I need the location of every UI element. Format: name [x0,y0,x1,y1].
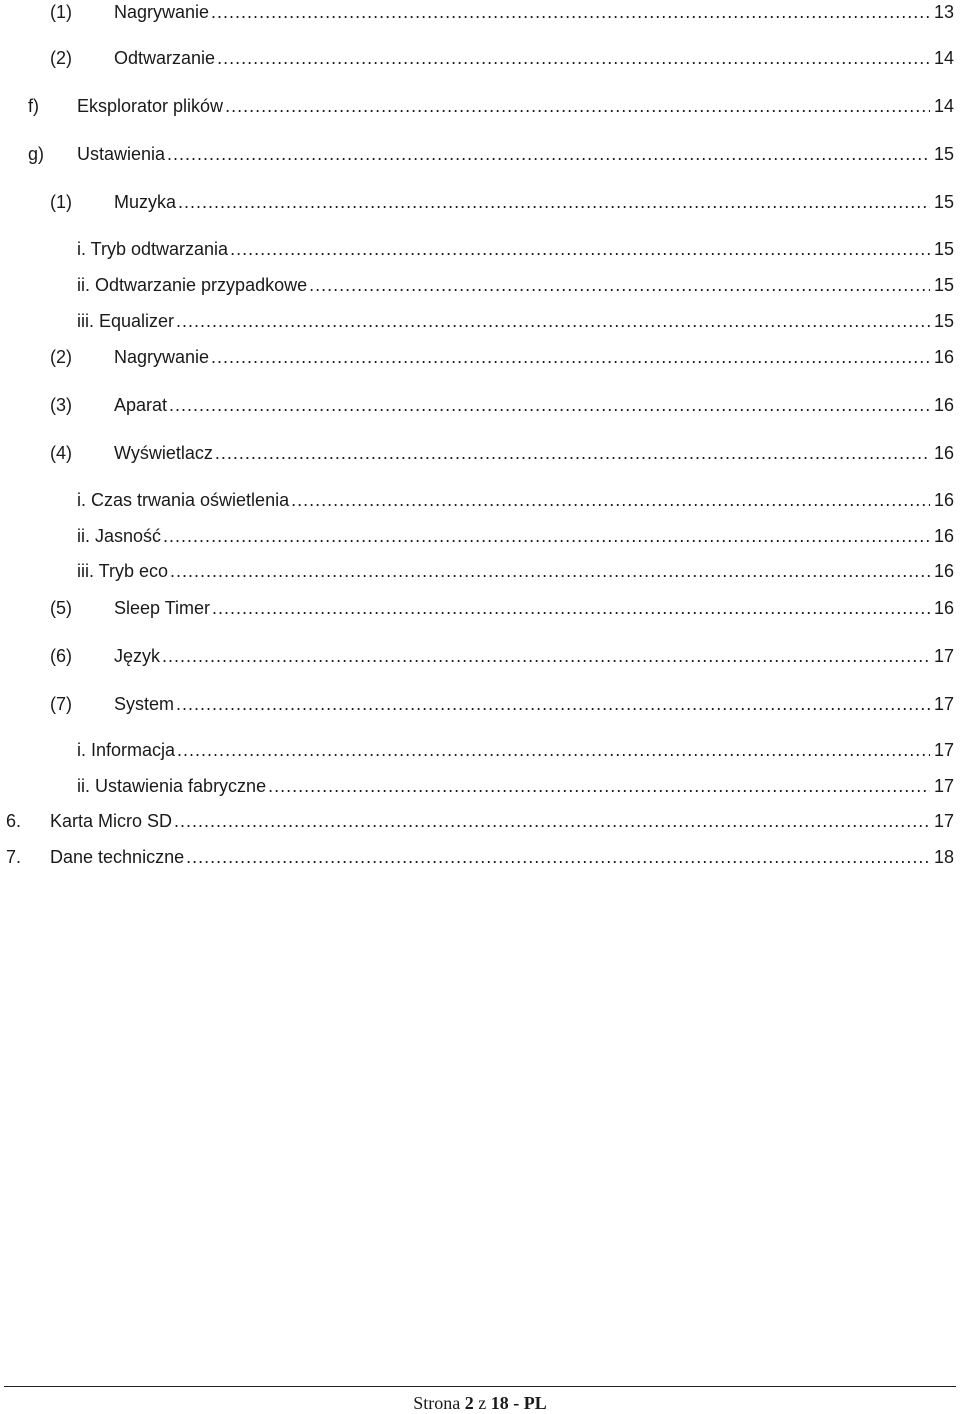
toc-entry-page: 16 [933,443,954,463]
toc-entry-czas-trwania-oswietlenia[interactable] [0,486,960,514]
footer-separator: z [478,1393,487,1413]
footer-divider [4,1386,956,1387]
toc-entry-number: (4) [50,443,72,463]
toc-entry-label: Wyświetlacz [114,443,213,463]
toc-entry-page: 16 [933,598,954,618]
toc-dot-leader [176,690,930,718]
toc-entry-ustawienia[interactable] [0,140,960,168]
toc-entry-jasnosc[interactable] [0,522,960,550]
toc-entry-odtwarzanie[interactable] [0,44,960,72]
toc-entry-page: 13 [933,2,954,22]
toc-entry-number: (7) [50,694,72,714]
footer-total-pages: 18 [490,1393,509,1413]
toc-entry-page: 14 [933,96,954,116]
toc-entry-label: i. Tryb odtwarzania [77,239,229,259]
toc-dot-leader [217,44,930,72]
toc-entry-tryb-eco[interactable] [0,557,960,585]
toc-entry-number: (1) [50,2,72,22]
toc-entry-page: 15 [933,144,954,164]
toc-entry-page: 16 [933,561,954,581]
toc-entry-page: 16 [933,490,954,510]
toc-entry-informacja[interactable] [0,736,960,764]
toc-entry-odtwarzanie-przypadkowe[interactable] [0,271,960,299]
toc-entry-number: (3) [50,395,72,415]
toc-entry-eksplorator-plikow[interactable] [0,92,960,120]
toc-dot-leader [215,439,930,467]
toc-entry-page: 16 [933,526,954,546]
toc-entry-page: 17 [933,776,954,796]
toc-dot-leader [170,557,930,585]
toc-entry-page: 15 [933,275,954,295]
toc-dot-leader [211,343,930,371]
toc-entry-number: 6. [6,811,22,831]
toc-entry-number: (6) [50,646,72,666]
toc-entry-tryb-odtwarzania[interactable] [0,235,960,263]
toc-entry-nagrywanie-1[interactable] [0,0,960,26]
footer-language: PL [523,1393,547,1413]
toc-dot-leader [309,271,930,299]
toc-dot-leader [212,594,930,622]
toc-entry-label: i. Czas trwania oświetlenia [77,490,290,510]
toc-entry-number: (2) [50,347,72,367]
toc-entry-label: Aparat [114,395,168,415]
toc-dot-leader [162,642,930,670]
toc-entry-page: 17 [933,646,954,666]
toc-entry-muzyka[interactable] [0,188,960,216]
toc-entry-page: 17 [933,694,954,714]
toc-dot-leader [177,736,930,764]
toc-entry-number: g) [28,144,45,164]
toc-entry-label: iii. Tryb eco [77,561,169,581]
toc-entry-number: (5) [50,598,72,618]
toc-dot-leader [176,307,930,335]
toc-entry-aparat[interactable] [0,391,960,419]
toc-dot-leader [174,807,930,835]
toc-entry-label: Ustawienia [77,144,166,164]
toc-entry-label: Muzyka [114,192,177,212]
toc-dot-leader [225,92,930,120]
toc-dot-leader [178,188,930,216]
page-footer [0,1392,960,1414]
toc-entry-number: (1) [50,192,72,212]
toc-dot-leader [268,772,930,800]
toc-dot-leader [291,486,930,514]
toc-entry-system[interactable] [0,690,960,718]
toc-entry-page: 16 [933,347,954,367]
toc-entry-label: Nagrywanie [114,347,210,367]
toc-entry-page: 15 [933,239,954,259]
toc-dot-leader [186,843,930,871]
toc-entry-page: 17 [933,811,954,831]
toc-entry-nagrywanie-2[interactable] [0,343,960,371]
toc-entry-label: Nagrywanie [114,2,210,22]
toc-entry-number: (2) [50,48,72,68]
toc-entry-label: i. Informacja [77,740,176,760]
toc-entry-page: 16 [933,395,954,415]
toc-entry-page: 15 [933,192,954,212]
toc-entry-label: ii. Odtwarzanie przypadkowe [77,275,308,295]
footer-current-page: 2 [464,1393,474,1413]
toc-entry-jezyk[interactable] [0,642,960,670]
footer-dash: - [513,1393,520,1413]
toc-entry-ustawienia-fabryczne[interactable] [0,772,960,800]
toc-dot-leader [211,0,930,26]
toc-entry-label: System [114,694,175,714]
toc-entry-page: 17 [933,740,954,760]
toc-entry-wyswietlacz[interactable] [0,439,960,467]
toc-dot-leader [167,140,930,168]
toc-entry-karta-micro-sd[interactable] [0,807,960,835]
toc-entry-label: Język [114,646,161,666]
footer-prefix: Strona [413,1393,461,1413]
toc-entry-label: ii. Jasność [77,526,162,546]
toc-dot-leader [163,522,930,550]
toc-entry-label: ii. Ustawienia fabryczne [77,776,267,796]
toc-entry-number: 7. [6,847,22,867]
toc-entry-label: Karta Micro SD [50,811,173,831]
toc-entry-label: iii. Equalizer [77,311,175,331]
toc-entry-label: Dane techniczne [50,847,185,867]
toc-entry-equalizer[interactable] [0,307,960,335]
toc-dot-leader [169,391,930,419]
toc-entry-page: 14 [933,48,954,68]
toc-entry-page: 18 [933,847,954,867]
toc-entry-label: Sleep Timer [114,598,211,618]
toc-dot-leader [230,235,930,263]
toc-entry-sleep-timer[interactable] [0,594,960,622]
toc-entry-label: Odtwarzanie [114,48,216,68]
toc-entry-page: 15 [933,311,954,331]
toc-entry-label: Eksplorator plików [77,96,224,116]
toc-entry-dane-techniczne[interactable] [0,843,960,871]
toc-entry-number: f) [28,96,39,116]
